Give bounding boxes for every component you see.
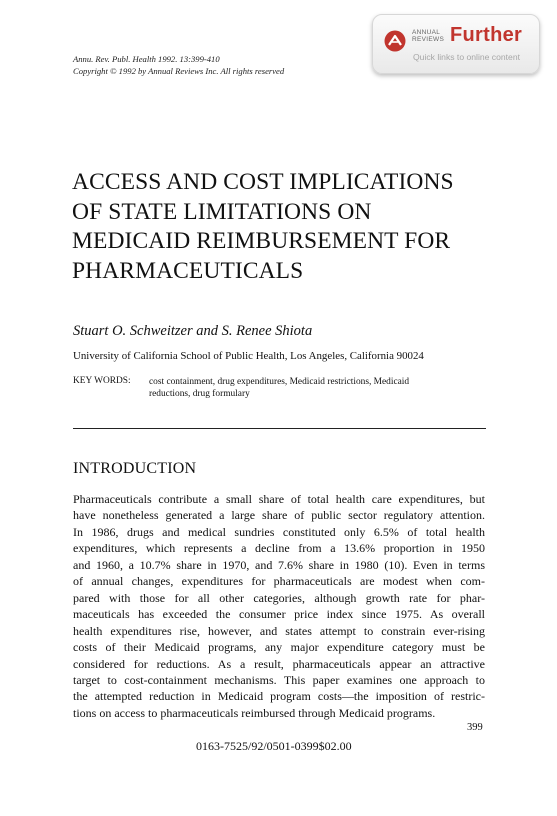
annual-reviews-logo-icon — [384, 30, 406, 52]
paragraph-line: In 1986, drugs and medical sundries constituted only 6.5% of total health — [73, 524, 485, 539]
paragraph-line: costs of their Medicaid programs, any major expenditure category must be — [73, 640, 485, 655]
paragraph-line: expenditures, which represents a decline from a 13.6% proportion in 1950 — [73, 541, 485, 556]
paragraph-line: Pharmaceuticals contribute a small share of total health care expenditures, but — [73, 492, 485, 506]
annual-reviews-further-badge[interactable] — [372, 14, 540, 74]
journal-citation — [73, 53, 284, 77]
title-line: ACCESS AND COST IMPLICATIONS — [72, 169, 454, 195]
article-title — [72, 168, 512, 286]
citation-line-1: Annu. Rev. Publ. Health 1992. 13:399-410 — [73, 54, 220, 64]
keywords-line: cost containment, drug expenditures, Medicaid restrictions, Medicaid — [149, 377, 410, 387]
paragraph-line: tions on access to pharmaceuticals reimbursed through Medicaid programs. — [73, 705, 436, 720]
authors: Stuart O. Schweitzer and S. Renee Shiota — [73, 323, 313, 339]
citation-line-2: Copyright © 1992 by Annual Reviews Inc. All rights reserved — [73, 66, 285, 76]
section-heading: INTRODUCTION — [73, 460, 197, 477]
badge-further-word: Further — [450, 24, 523, 46]
article-code: 0163-7525/92/0501-0399$02.00 — [196, 739, 352, 753]
paragraph-line: of annual changes, expenditures for pharmaceuticals are modest when com- — [73, 574, 485, 589]
paragraph-line: have nonetheless generated a large share of public sector regulatory attention. — [73, 508, 485, 523]
horizontal-rule — [73, 428, 486, 429]
paragraph-line: health expenditures rise, however, and states attempt to constrain ever-rising — [73, 623, 485, 638]
introduction-paragraph — [73, 491, 485, 721]
paragraph-line: and 1960, a 10.7% share in 1970, and 7.6% share in 1980 (10). Even in terms — [73, 557, 485, 572]
keywords-label: KEY WORDS: — [73, 376, 131, 386]
title-line: PHARMACEUTICALS — [72, 257, 304, 284]
keywords-line: reductions, drug formulary — [149, 389, 250, 399]
keywords — [149, 376, 489, 400]
badge-subtitle: Quick links to online content — [413, 52, 521, 62]
paragraph-line: the attempted reduction in Medicaid program costs—the imposition of restric- — [73, 689, 485, 704]
paragraph-line: maceuticals has exceeded the consumer price index since 1975. As overall — [73, 607, 485, 622]
affiliation: University of California School of Public Health, Los Angeles, California 90024 — [73, 350, 424, 362]
page-number: 399 — [467, 722, 483, 733]
badge-publisher-text: ANNUAL REVIEWS — [412, 29, 445, 43]
title-line: OF STATE LIMITATIONS ON — [72, 198, 372, 225]
paragraph-line: target to cost-containment mechanisms. This paper examines one approach to — [73, 672, 485, 687]
paragraph-line: considered for reductions. As a result, pharmaceuticals appear an attractive — [73, 656, 485, 671]
title-line: MEDICAID REIMBURSEMENT FOR — [72, 228, 451, 254]
paragraph-line: pared with those for all other categories, although growth rate for phar- — [73, 590, 485, 605]
